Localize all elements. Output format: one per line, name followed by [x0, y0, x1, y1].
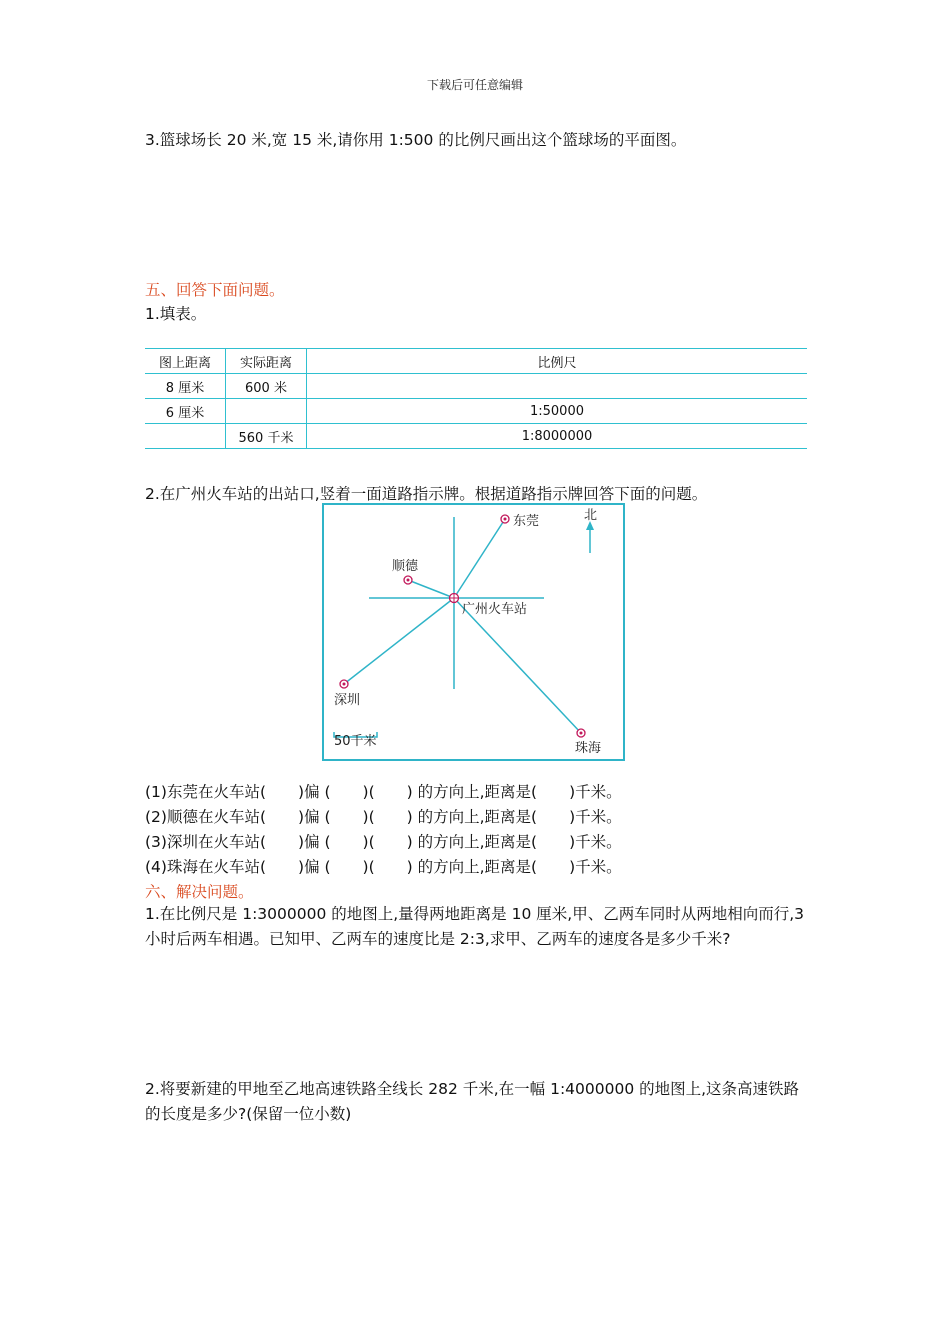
map-points	[340, 515, 585, 737]
label-north: 北	[584, 508, 598, 523]
label-shenzhen: 深圳	[334, 693, 361, 708]
label-dongguan: 东莞	[513, 514, 540, 529]
table-cell: 6 厘米	[145, 399, 226, 424]
route-shenzhen	[344, 598, 454, 684]
table-header-cell: 实际距离	[226, 349, 307, 374]
sub-question-3: (3)深圳在火车站( )偏 ( )( ) 的方向上,距离是( )千米。	[145, 833, 622, 851]
section-6-title: 六、解决问题。	[145, 883, 254, 901]
label-zhuhai: 珠海	[575, 741, 602, 756]
section-5-title: 五、回答下面问题。	[145, 281, 285, 299]
table-row	[145, 374, 807, 399]
table-header-row	[145, 349, 807, 374]
table-header-cell: 比例尺	[307, 349, 808, 374]
table-cell	[145, 424, 226, 449]
label-shunde: 顺德	[392, 559, 419, 574]
question-6-1: 1.在比例尺是 1:3000000 的地图上,量得两地距离是 10 厘米,甲、乙两车同时从两地相向而行,3 小时后两车相遇。已知甲、乙两车的速度比是 2:3,求甲、乙两车的速度各是多少千米?	[145, 905, 804, 948]
sub-question-1: (1)东莞在火车站( )偏 ( )( ) 的方向上,距离是( )千米。	[145, 783, 622, 801]
table-cell: 600 米	[226, 374, 307, 399]
label-scale: 50千米	[334, 734, 377, 749]
table-cell: 8 厘米	[145, 374, 226, 399]
table-cell: 1:50000	[307, 399, 808, 424]
table-row	[145, 424, 807, 449]
table-row	[145, 399, 807, 424]
table-cell	[226, 399, 307, 424]
road-sign-map	[322, 503, 625, 761]
fill-in-table	[145, 348, 807, 449]
question-6-2: 2.将要新建的甲地至乙地高速铁路全线长 282 千米,在一幅 1:4000000 的地图上,这条高速铁路的长度是多少?(保留一位小数)	[145, 1080, 800, 1123]
table-cell	[307, 374, 808, 399]
question-5-1: 1.填表。	[145, 305, 207, 323]
map-drawing	[324, 505, 623, 759]
table-header-cell: 图上距离	[145, 349, 226, 374]
question-5-2: 2.在广州火车站的出站口,竖着一面道路指示牌。根据道路指示牌回答下面的问题。	[145, 485, 708, 503]
sub-question-4: (4)珠海在火车站( )偏 ( )( ) 的方向上,距离是( )千米。	[145, 858, 622, 876]
page-header: 下载后可任意编辑	[426, 78, 523, 92]
route-dongguan	[454, 519, 505, 598]
question-4-3: 3.篮球场长 20 米,宽 15 米,请你用 1:500 的比例尺画出这个篮球场的平面图。	[145, 131, 687, 149]
label-center: 广州火车站	[462, 602, 528, 617]
route-shunde	[408, 580, 454, 598]
table-cell: 560 千米	[226, 424, 307, 449]
route-zhuhai	[454, 598, 581, 733]
table-cell: 1:8000000	[307, 424, 808, 449]
sub-question-2: (2)顺德在火车站( )偏 ( )( ) 的方向上,距离是( )千米。	[145, 808, 622, 826]
